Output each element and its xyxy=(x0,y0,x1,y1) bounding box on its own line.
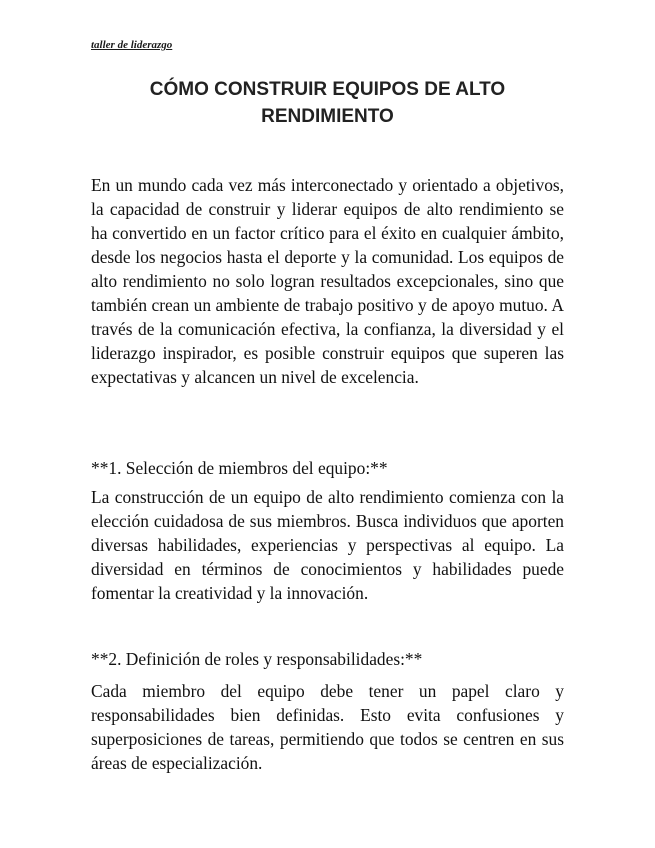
page-title: CÓMO CONSTRUIR EQUIPOS DE ALTO RENDIMIENTO xyxy=(149,79,506,127)
intro-paragraph: En un mundo cada vez más interconectado y orientado a objetivos, la capacidad de construir y liderar equipos de alto rendimiento se ha convertido en un factor crítico para el éxito en cualquier ámbito, desde los negocios hasta el deporte y la comunidad. Los equipos de alto rendimiento no solo logran resultados excepcionales, sino que también crean un ambiente de trabajo positivo y de apoyo mutuo. A través de la comunicación efectiva, la confianza, la diversidad y el liderazgo inspirador, es posible construir equipos que superen las expectativas y alcancen un nivel de excelencia. xyxy=(91,175,564,387)
section-2-paragraph: Cada miembro del equipo debe tener un papel claro y responsabilidades bien definidas. Esto evita confusiones y superposiciones de tareas, permitiendo que todos se centren en sus áreas de especialización. xyxy=(91,681,564,773)
section-2-heading: **2. Definición de roles y responsabilidades:** xyxy=(91,649,423,669)
section-1-paragraph: La construcción de un equipo de alto rendimiento comienza con la elección cuidadosa de sus miembros. Busca individuos que aporten diversas habilidades, experiencias y perspectivas al equipo. La diversidad en términos de conocimientos y habilidades puede fomentar la creatividad y la innovación. xyxy=(91,487,564,603)
header-tag: taller de liderazgo xyxy=(91,39,173,51)
section-1-heading: **1. Selección de miembros del equipo:** xyxy=(91,458,388,478)
